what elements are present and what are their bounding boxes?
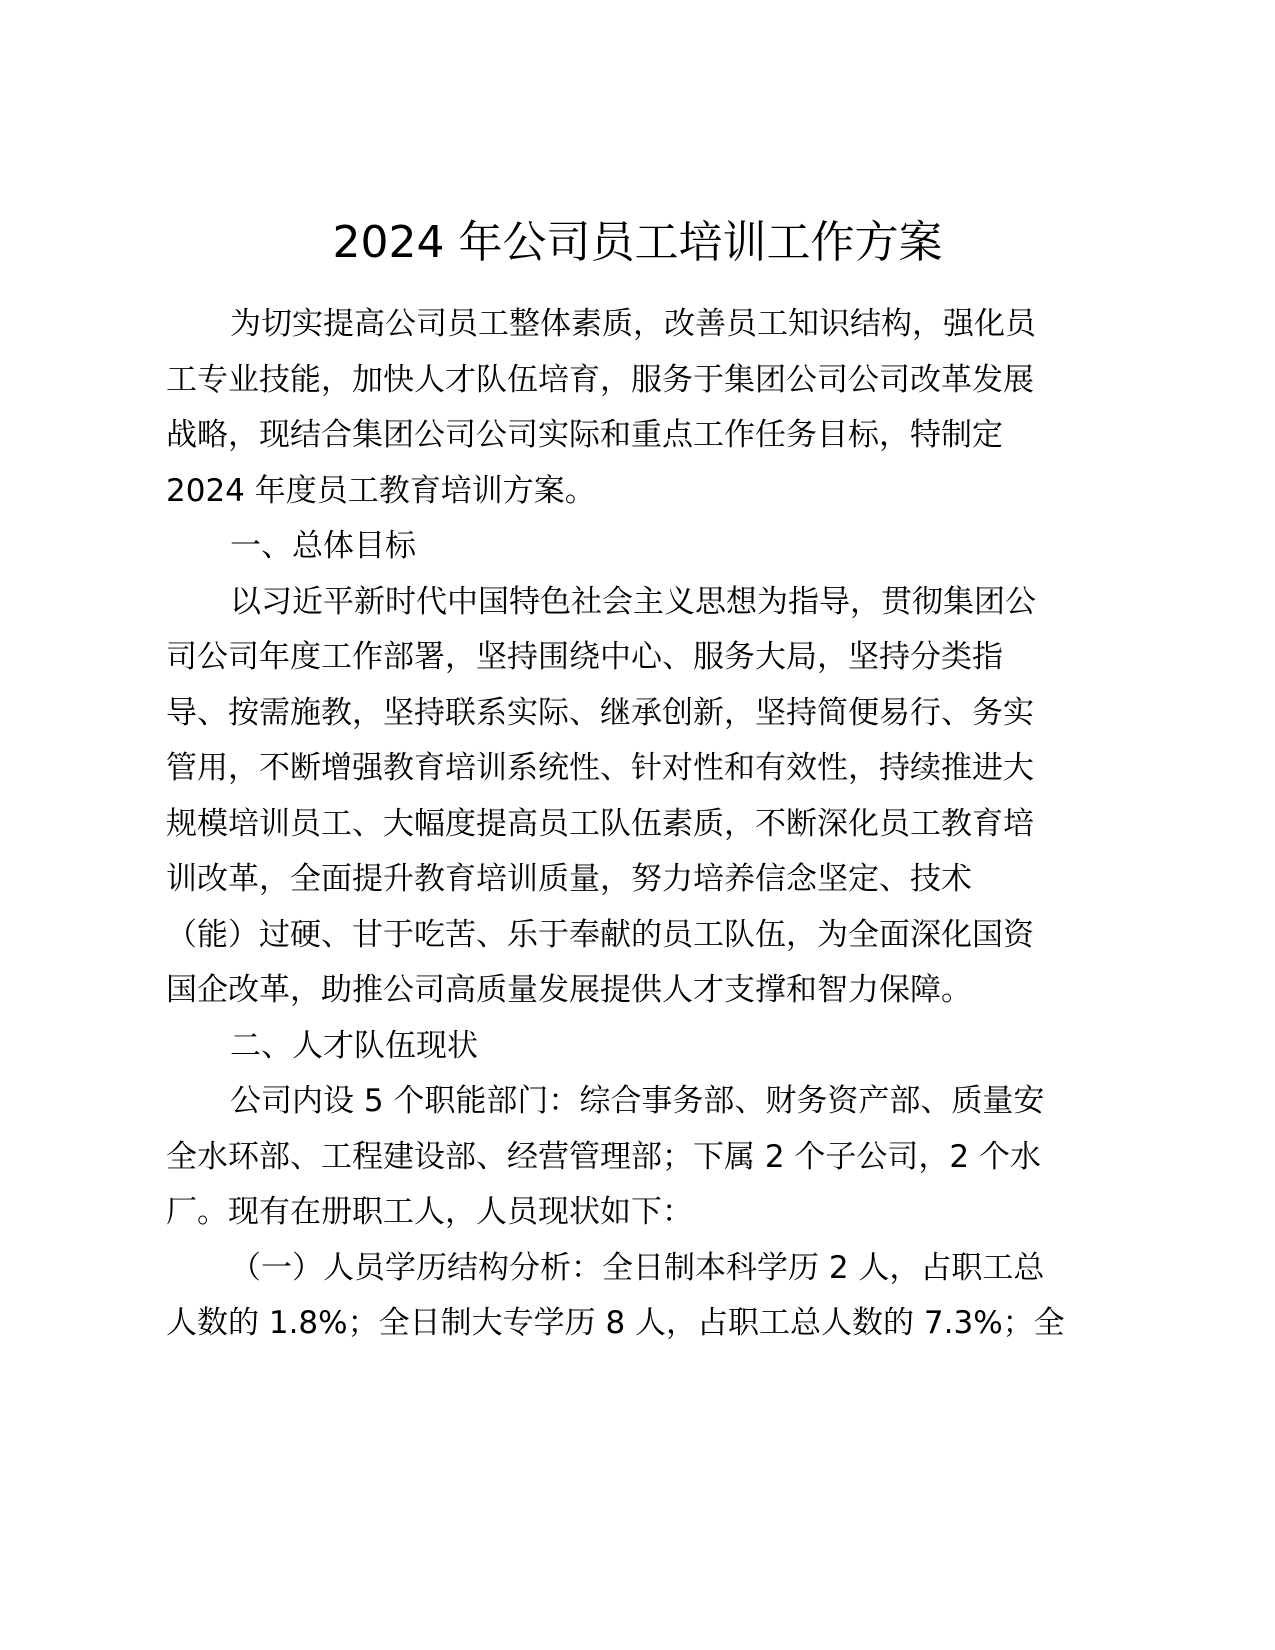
body-line-3: 战略，现结合集团公司公司实际和重点工作任务目标，特制定 [166,417,1003,453]
section-heading-2: 二、人才队伍现状 [230,1028,478,1064]
body-line-11: 训改革，全面提升教育培训质量，努力培养信念坚定、技术 [166,861,972,897]
body-line-19: 人数的 1.8%；全日制大专学历 8 人，占职工总人数的 7.3%；全 [166,1305,1065,1341]
body-line-2: 工专业技能，加快人才队伍培育，服务于集团公司公司改革发展 [166,362,1034,398]
body-line-17: 厂。现有在册职工人，人员现状如下： [166,1194,693,1230]
body-line-1: 为切实提高公司员工整体素质，改善员工知识结构，强化员 [230,306,1036,342]
document-title: 2024 年公司员工培训工作方案 [332,217,943,268]
body-line-7: 司公司年度工作部署，坚持围绕中心、服务大局，坚持分类指 [166,639,1003,675]
body-line-6: 以习近平新时代中国特色社会主义思想为指导，贯彻集团公 [230,584,1036,620]
body-line-9: 管用，不断增强教育培训系统性、针对性和有效性，持续推进大 [166,750,1034,786]
section-heading-1: 一、总体目标 [230,528,416,564]
body-line-13: 国企改革，助推公司高质量发展提供人才支撑和智力保障。 [166,972,972,1008]
body-line-8: 导、按需施教，坚持联系实际、继承创新，坚持简便易行、务实 [166,695,1034,731]
body-line-10: 规模培训员工、大幅度提高员工队伍素质，不断深化员工教育培 [166,806,1034,842]
body-line-16: 全水环部、工程建设部、经营管理部；下属 2 个子公司，2 个水 [166,1139,1042,1175]
body-line-18: （一）人员学历结构分析：全日制本科学历 2 人，占职工总 [230,1250,1045,1286]
body-line-15: 公司内设 5 个职能部门：综合事务部、财务资产部、质量安 [230,1083,1045,1119]
body-line-4: 2024 年度员工教育培训方案。 [166,473,596,509]
body-line-12: （能）过硬、甘于吃苦、乐于奉献的员工队伍，为全面深化国资 [166,917,1034,953]
